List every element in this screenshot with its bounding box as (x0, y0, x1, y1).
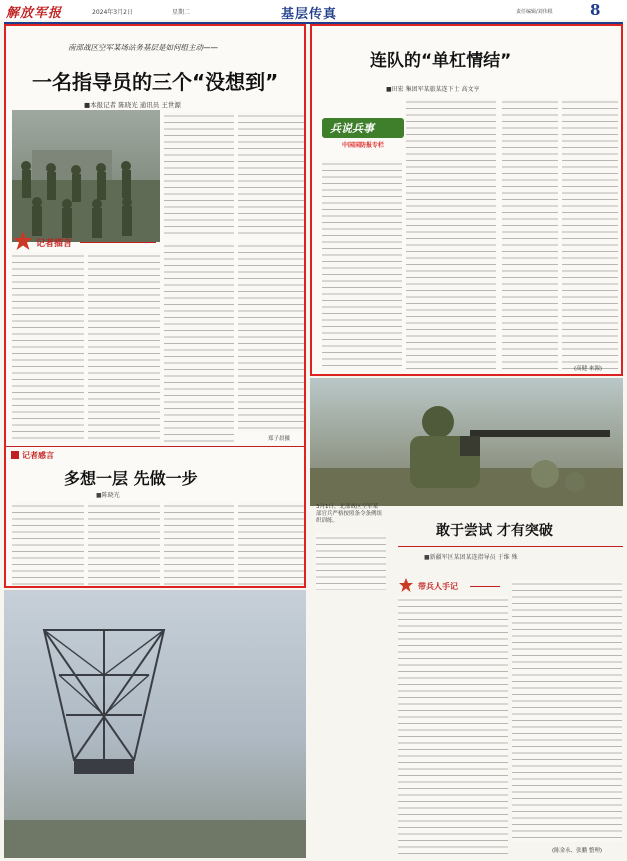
badge-subtitle: 中国国防报专栏 (341, 142, 384, 149)
right-article-byline: ■田宏 集团军某旅某连下士 高文亨 (386, 86, 480, 93)
right-body-column-2 (406, 98, 496, 370)
issue-weekday: 星期二 (172, 9, 191, 16)
article-body-column-3 (12, 252, 84, 442)
article-body-column-2 (238, 112, 304, 238)
article-body-column-6 (238, 242, 304, 432)
lower-article-sign: (陈金永、张鹏 整理) (552, 848, 603, 854)
issue-date: 2024年3月2日 (92, 9, 133, 16)
editor-credit: 责任编辑/刘伟根 (516, 9, 553, 15)
bookmark-icon (10, 450, 20, 460)
right-body-column-3 (502, 98, 558, 370)
section-divider (6, 446, 304, 447)
right-body-column-4 (562, 98, 618, 370)
sub-article-body-2 (88, 502, 160, 586)
lower-rule-top (398, 546, 623, 547)
right-article-sign: (高健 来源) (574, 366, 603, 372)
right-article-frame[interactable] (310, 24, 623, 376)
star-icon (12, 230, 34, 252)
right-article-headline[interactable]: 连队的“单杠情结” (370, 51, 512, 71)
newspaper-logo: 解放军报 (6, 6, 63, 21)
reporter-note-rule (80, 242, 156, 243)
page-number: 8 (590, 1, 601, 19)
article-headline[interactable]: 一名指导员的三个“没想到” (32, 70, 279, 94)
photo-credit: 郑子晨摄 (268, 436, 291, 442)
radar-photo[interactable] (4, 590, 306, 858)
article-photo[interactable] (12, 110, 160, 242)
article-byline: ■本报记者 陈晓光 通讯员 王世源 (84, 101, 181, 109)
masthead (0, 0, 627, 20)
note-column-label: 带兵人手记 (418, 582, 458, 591)
sub-article-body-1 (12, 502, 84, 586)
sub-article-body-3 (164, 502, 234, 586)
lower-body-column-2 (512, 580, 622, 842)
article-body-column-4 (88, 252, 160, 442)
left-article-frame[interactable] (4, 24, 306, 588)
sub-article-body-4 (238, 502, 304, 586)
soldier-rifle-graphic (310, 378, 623, 506)
note-rule (470, 586, 500, 587)
article-body-column-5 (164, 242, 234, 442)
reporter-note-title: 记者描言 (36, 239, 73, 249)
soldiers-photo-graphic (12, 110, 160, 242)
radar-antenna-graphic (4, 590, 306, 858)
photo-caption: 3月1日，北部战区空军某部官兵严格按照条令条例组织训练。 (316, 504, 383, 524)
article-body-column-1 (164, 112, 234, 238)
section-title: 基层传真 (281, 7, 338, 22)
right-body-column-1 (322, 160, 402, 370)
mid-body-column (316, 534, 386, 590)
lower-body-column-1 (398, 596, 508, 854)
lower-article-title[interactable]: 敢于尝试 才有突破 (436, 523, 553, 539)
sub-article-byline: ■陈晓光 (96, 492, 120, 499)
lower-article-byline: ■新疆军区某团某连指导员 于维 殊 (424, 554, 518, 561)
sub-article-title[interactable]: 多想一层 先做一步 (64, 469, 198, 488)
badge-title: 兵说兵事 (330, 122, 374, 135)
column-badge (322, 114, 404, 154)
star-icon (398, 577, 414, 593)
article-kicker: 南部战区空军某场站务基层是如何组主动—— (68, 43, 218, 52)
training-photo[interactable] (310, 378, 623, 506)
reporter-sense-label: 记者感言 (22, 451, 54, 460)
